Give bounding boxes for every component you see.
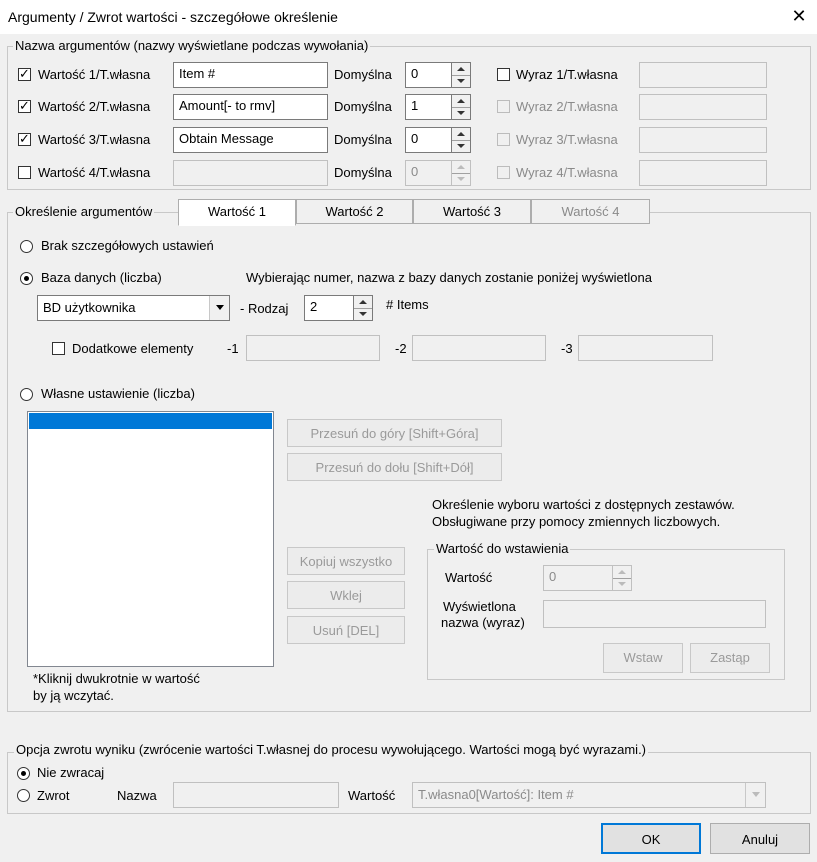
extra-3-label: -3	[561, 341, 573, 356]
tab-value-1[interactable]: Wartość 1	[178, 199, 296, 226]
display-name-input[interactable]	[543, 600, 766, 628]
cancel-button[interactable]: Anuluj	[710, 823, 810, 854]
term-3-input[interactable]	[639, 127, 767, 153]
term-4-checkbox[interactable]	[497, 166, 510, 179]
value-4-label: Wartość 4/T.własna	[38, 165, 151, 180]
default-4-spinner[interactable]	[451, 160, 471, 186]
replace-button[interactable]: Zastąp	[690, 643, 770, 673]
extra-elements-checkbox[interactable]	[52, 342, 65, 355]
value-1-label: Wartość 1/T.własna	[38, 67, 151, 82]
default-3-spinner[interactable]	[451, 127, 471, 153]
database-label: Baza danych (liczba)	[41, 270, 162, 285]
database-radio[interactable]	[20, 272, 33, 285]
database-select[interactable]: BD użytkownika	[37, 295, 230, 321]
value-2-checkbox[interactable]: ✓	[19, 98, 30, 113]
return-name-input[interactable]	[173, 782, 339, 808]
value-2-name-input[interactable]: Amount[- to rmv]	[173, 94, 328, 120]
argument-definition-legend: Określenie argumentów	[15, 204, 153, 219]
value-3-label: Wartość 3/T.własna	[38, 132, 151, 147]
value-1-checkbox[interactable]: ✓	[19, 66, 30, 81]
value-2-label: Wartość 2/T.własna	[38, 99, 151, 114]
insert-value-input[interactable]: 0	[543, 565, 613, 591]
list-hint-line-2: by ją wczytać.	[33, 688, 114, 703]
move-up-button[interactable]: Przesuń do góry [Shift+Góra]	[287, 419, 502, 447]
no-return-label: Nie zwracaj	[37, 765, 105, 780]
kind-input[interactable]: 2	[304, 295, 354, 321]
tab-value-2[interactable]: Wartość 2	[296, 199, 413, 224]
term-2-checkbox[interactable]	[497, 100, 510, 113]
term-2-label: Wyraz 2/T.własna	[516, 99, 618, 114]
ok-button[interactable]: OK	[601, 823, 701, 854]
default-3-label: Domyślna	[334, 132, 392, 147]
insert-button[interactable]: Wstaw	[603, 643, 683, 673]
return-name-label: Nazwa	[117, 788, 157, 803]
default-4-input[interactable]: 0	[405, 160, 452, 186]
list-hint-line-1: *Kliknij dwukrotnie w wartość	[33, 671, 200, 686]
default-4-label: Domyślna	[334, 165, 392, 180]
extra-2-label: -2	[395, 341, 407, 356]
default-1-spinner[interactable]	[451, 62, 471, 88]
default-2-spinner[interactable]	[451, 94, 471, 120]
kind-spinner[interactable]	[353, 295, 373, 321]
extra-3-input[interactable]	[578, 335, 713, 361]
insert-value-spinner[interactable]	[612, 565, 632, 591]
default-1-label: Domyślna	[334, 67, 392, 82]
extra-elements-label: Dodatkowe elementy	[72, 341, 194, 356]
value-3-name-input[interactable]: Obtain Message	[173, 127, 328, 153]
value-4-name-input[interactable]	[173, 160, 328, 186]
no-settings-radio[interactable]	[20, 240, 33, 253]
copy-all-button[interactable]: Kopiuj wszystko	[287, 547, 405, 575]
extra-1-label: -1	[227, 341, 239, 356]
term-4-label: Wyraz 4/T.własna	[516, 165, 618, 180]
display-name-label-1: Wyświetlona	[443, 599, 516, 614]
return-option-legend: Opcja zwrotu wyniku (zwrócenie wartości T.własnej do procesu wywołującego. Wartości mogą być wyrazami.)	[16, 742, 647, 757]
extra-1-input[interactable]	[246, 335, 380, 361]
database-hint: Wybierając numer, nazwa z bazy danych zostanie poniżej wyświetlona	[246, 270, 652, 285]
term-3-checkbox[interactable]	[497, 133, 510, 146]
window-title: Argumenty / Zwrot wartości - szczegółowe określenie	[8, 9, 338, 25]
term-1-label: Wyraz 1/T.własna	[516, 67, 618, 82]
info-line-2: Obsługiwane przy pomocy zmiennych liczbowych.	[432, 514, 721, 529]
default-2-label: Domyślna	[334, 99, 392, 114]
term-4-input[interactable]	[639, 160, 767, 186]
display-name-label-2: nazwa (wyraz)	[441, 615, 525, 630]
move-down-button[interactable]: Przesuń do dołu [Shift+Dół]	[287, 453, 502, 481]
return-radio[interactable]	[17, 789, 30, 802]
return-value-label: Wartość	[348, 788, 396, 803]
term-1-checkbox[interactable]	[497, 68, 510, 81]
info-line-1: Określenie wyboru wartości z dostępnych zestawów.	[432, 497, 735, 512]
custom-values-list[interactable]	[27, 411, 274, 667]
default-2-input[interactable]: 1	[405, 94, 452, 120]
paste-button[interactable]: Wklej	[287, 581, 405, 609]
term-3-label: Wyraz 3/T.własna	[516, 132, 618, 147]
value-3-checkbox[interactable]: ✓	[19, 131, 30, 146]
tab-value-4[interactable]: Wartość 4	[531, 199, 650, 224]
default-1-input[interactable]: 0	[405, 62, 452, 88]
return-label: Zwrot	[37, 788, 70, 803]
tab-value-3[interactable]: Wartość 3	[413, 199, 531, 224]
custom-setting-radio[interactable]	[20, 388, 33, 401]
insert-value-legend: Wartość do wstawienia	[436, 541, 569, 556]
custom-setting-label: Własne ustawienie (liczba)	[41, 386, 195, 401]
extra-2-input[interactable]	[412, 335, 546, 361]
database-select-arrow-icon[interactable]	[209, 296, 229, 320]
argument-names-legend: Nazwa argumentów (nazwy wyświetlane podczas wywołania)	[15, 38, 369, 53]
return-value-select[interactable]: T.własna0[Wartość]: Item #	[412, 782, 766, 808]
list-item[interactable]	[29, 413, 272, 429]
close-icon[interactable]: ✕	[791, 6, 807, 26]
value-4-checkbox[interactable]	[18, 166, 31, 179]
term-2-input[interactable]	[639, 94, 767, 120]
default-3-input[interactable]: 0	[405, 127, 452, 153]
kind-label: - Rodzaj	[240, 301, 289, 316]
delete-button[interactable]: Usuń [DEL]	[287, 616, 405, 644]
return-value-arrow-icon[interactable]	[745, 783, 765, 807]
insert-value-label: Wartość	[445, 570, 493, 585]
value-1-name-input[interactable]: Item #	[173, 62, 328, 88]
kind-unit: # Items	[386, 297, 429, 312]
no-settings-label: Brak szczegółowych ustawień	[41, 238, 214, 253]
no-return-radio[interactable]	[17, 767, 30, 780]
term-1-input[interactable]	[639, 62, 767, 88]
